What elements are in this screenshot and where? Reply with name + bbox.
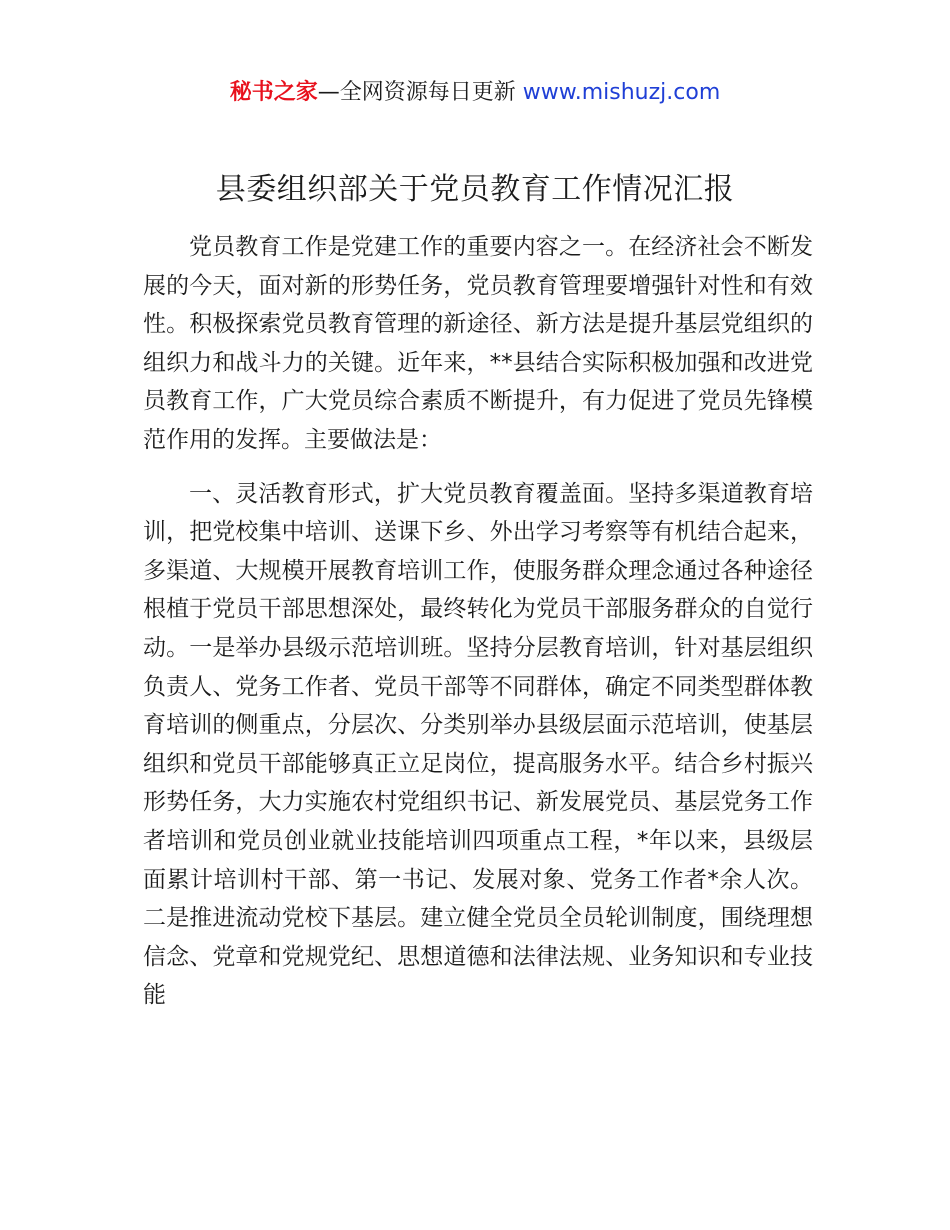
site-brand: 秘书之家 <box>229 80 318 105</box>
site-url-link[interactable]: www.mishuzj.com <box>522 80 721 105</box>
site-header <box>0 78 950 108</box>
paragraph-section-1: 一、灵活教育形式，扩大党员教育覆盖面。坚持多渠道教育培训，把党校集中培训、送课下乡、外出学习考察等有机结合起来，多渠道、大规模开展教育培训工作，使服务群众理念通过各种途径根植于党员干部思想深处，最终转化为党员干部服务群众的自觉行动。一是举办县级示范培训班。坚持分层教育培训，针对基层组织负责人、党务工作者、党员干部等不同群体，确定不同类型群体教育培训的侧重点，分层次、分类别举办县级层面示范培训，使基层组织和党员干部能够真正立足岗位，提高服务水平。结合乡村振兴形势任务，大力实施农村党组织书记、新发展党员、基层党务工作者培训和党员创业就业技能培训四项重点工程，*年以来，县级层面累计培训村干部、第一书记、发展对象、党务工作者*余人次。二是推进流动党校下基层。建立健全党员全员轮训制度，围绕理想信念、党章和党规党纪、思想道德和法律法规、业务知识和专业技能 <box>143 480 813 1009</box>
paragraph-intro: 党员教育工作是党建工作的重要内容之一。在经济社会不断发展的今天，面对新的形势任务，党员教育管理要增强针对性和有效性。积极探索党员教育管理的新途径、新方法是提升基层党组织的组织力和战斗力的关键。近年来，**县结合实际积极加强和改进党员教育工作，广大党员综合素质不断提升，有力促进了党员先锋模范作用的发挥。主要做法是： <box>143 234 813 453</box>
site-slogan: —全网资源每日更新 <box>317 80 523 105</box>
document-title: 县委组织部关于党员教育工作情况汇报 <box>215 172 735 207</box>
document-body <box>143 228 813 1015</box>
